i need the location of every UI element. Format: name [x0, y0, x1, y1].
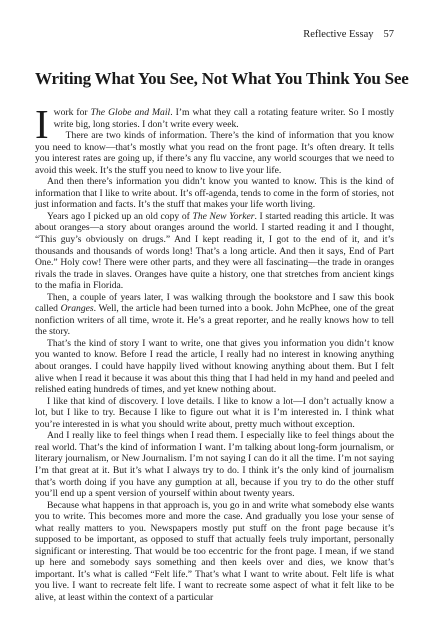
text-run: work for: [53, 107, 91, 118]
paragraph: [35, 396, 394, 431]
italic-title: Oranges: [60, 303, 94, 315]
chapter-title: Writing What You See, Not What You Think You See: [35, 69, 409, 88]
text-run: . I started reading this article. It was about oranges—a story about oranges around the world. I started reading it and I thought, “This guy’s obviously on drugs.” And I kept reading it, I got to the end of it, and it’s thousands and thousands of words long! That’s a long article. And then it says, End of Part One.” Holy cow! There were other parts, and they were all fascinating—the trade in oranges rivals the trade in slaves. Oranges have quite a history, one that stretches from ancient kings to the mafia in Florida.: [35, 210, 395, 292]
text-run: . Well, the article had been turned into a book. John McPhee, one of the great nonfiction writers of all time, wrote it. He’s a great reporter, and he really knows how to tell the story.: [35, 303, 394, 338]
paragraph: [35, 292, 394, 338]
paragraph: [35, 176, 394, 211]
text-run: There are two kinds of information. There’s the kind of information that you know you need to know—that’s mostly what you read on the front page. It’s often dreary. It tells you interest rates are going up, if there’s any flu vaccine, any world scourges that we need to avoid this week. It’s the stuff you need to know to live your life.: [35, 130, 394, 176]
page-number: 57: [383, 29, 394, 40]
paragraph: [35, 430, 394, 499]
paragraph: [35, 130, 394, 176]
section-title: Reflective Essay: [303, 29, 374, 40]
italic-title: The New Yorker: [192, 210, 255, 222]
paragraph: [35, 211, 394, 292]
text-run: Then, a couple of years later, I was walking through the bookstore and I saw this book called: [35, 291, 394, 315]
text-run: And I really like to feel things when I read them. I especially like to feel things about the real world. That’s the kind of information I want. I’m talking about long-form journalism, or literary journalism, or New Journalism. I’m not saying I can do it all the time. I’m not saying I’m that great at it. But it’s what I always try to do. I think it’s the only kind of journalism that’s worth doing if you have any gumption at all, because if you try to do the other stuff you’ll end up a spent version of yourself within about twenty years.: [35, 430, 394, 500]
paragraph: [35, 101, 394, 147]
text-run: Years ago I picked up an old copy of: [47, 210, 193, 222]
body-text: [35, 101, 395, 604]
text-run: I like that kind of discovery. I love details. I like to know a lot—I don’t actually know a lot, but I like to try. Because I like to figure out what it is I’m interested in. I think what you’re interested in is what you should write about, pretty much without exception.: [35, 395, 394, 430]
italic-title: The Globe and Mail: [90, 107, 171, 118]
text-run: . I’m what they call a rotating feature writer. So I mostly write big, long stories. I don’t write every week.: [53, 107, 394, 130]
text-run: That’s the kind of story I want to write, one that gives you information you didn’t know you wanted to know. Before I read the article, I really had no interest in knowing anything about oranges. I could have happily lived without knowing anything about them. But I felt alive when I read it because it was about this thing that I had held in my hand and peeled and relished eating hundreds of times, and yet knew nothing about.: [35, 337, 394, 396]
paragraph: [35, 500, 394, 604]
text-run: Because what happens in that approach is, you go in and write what somebody else wants you to write. This becomes more and more the case. And gradually you lose your sense of what really matters to you. Newspapers mostly put stuff on the front page because it’s supposed to be important, as opposed to stuff that actually feels truly important, personally significant or interesting. That would be too eccentric for the front page. I mean, if we stand up here and somebody says something and then keels over and dies, we know that’s important. It’s what is called “Felt life.” That’s what I want to write about. Felt life is what you live. I want to recreate felt life. I want to recreate some aspect of what it felt like to be alive, at least within the context of a particular: [35, 499, 394, 603]
drop-cap: I: [35, 101, 49, 147]
paragraph: [35, 338, 394, 396]
running-head: [303, 29, 394, 41]
text-run: And then there’s information you didn’t know you wanted to know. This is the kind of information that I like to write about. It’s off-agenda, tends to come in the form of stories, not just information and facts. It’s the stuff that makes your life worth living.: [35, 176, 394, 211]
